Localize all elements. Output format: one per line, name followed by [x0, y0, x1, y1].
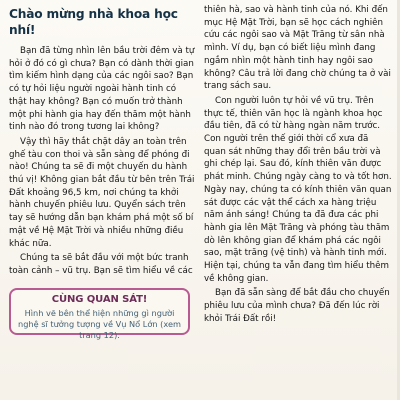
closing-paragraph: Bạn đã sẵn sàng để bắt đầu cho chuyến phiêu lưu của mình chưa? Đã đến lúc rời khỏi Trái Đất rồi!: [204, 288, 390, 324]
intro-paragraph: Bạn đã từng nhìn lên bầu trời đêm và tự hỏi ở đó có gì chưa? Bạn có dành thời gian tìm kiếm hình dạng của các ngôi sao? Bạn có tự hỏi liệu người ngoài hành tinh có thật hay không? Bạn có muốn trở thành một phi hành gia hay đến thăm một hành tinh nào đó trong tương lai không?: [9, 46, 195, 133]
adventure-paragraph: Vậy thì hãy thắt chặt dây an toàn trên ghế tàu con thoi và sẵn sàng để phóng đi nào! Chúng ta sẽ đi một chuyến du hành thú vị! Không gian bắt đầu từ bên trên Trái Đất khoảng 96,5 km, nơi chúng ta khởi hành chuyến phiêu lưu. Quyển sách trên tay sẽ hướng dẫn bạn khám phá một số bí mật về Hệ Mặt Trời và nhiều những điều khác nữa.: [9, 136, 195, 249]
continued-paragraph: thiên hà, sao và hành tinh của nó. Khi đến mục Hệ Mặt Trời, bạn sẽ học cách nghiên cứu các ngôi sao và Mặt Trăng từ sân nhà mình. Ví dụ, bạn có biết liệu mình đang ngắm nhìn một hành tinh hay ngôi sao không? Câu trả lời đang chờ chúng ta ở vài trang sách sau.: [204, 5, 391, 92]
astronomy-history-paragraph: Con người luôn tự hỏi về vũ trụ. Trên thực tế, thiên văn học là ngành khoa học đầu tiên, đã có từ hàng ngàn năm trước. Con người trên thế giới thời cổ xưa đã quan sát những thay đổi trên bầu trời và ghi chép lại. Sau đó, kính thiên văn được phát minh. Chúng ngày càng to và tốt hơn. Ngày nay, chúng ta có kính thiên văn quan sát được các vật thể cách xa hàng triệu năm ánh sáng! Chúng ta đã đưa các phi hành gia lên Mặt Trăng và phóng tàu thăm dò lên không gian để khám phá các ngôi sao, mặt trăng (vệ tinh) và hành tinh mới. Hiện tại, chúng ta vẫn đang tìm hiểu thêm về không gian.: [204, 95, 392, 284]
left-column: [9, 4, 196, 340]
page-title: Chào mừng nhà khoa học nhí!: [9, 7, 178, 37]
observation-sidebar: [9, 288, 190, 340]
universe-intro-paragraph: Chúng ta sẽ bắt đầu với một bức tranh toàn cảnh – vũ trụ. Bạn sẽ tìm hiểu về các: [9, 253, 193, 276]
right-column: [204, 4, 392, 328]
sidebar-caption: Hình vẽ bên thể hiện những gì người nghệ sĩ tưởng tượng về Vụ Nổ Lớn (xem trang 12).: [18, 307, 181, 340]
sidebar-title: CÙNG QUAN SÁT!: [51, 293, 148, 305]
